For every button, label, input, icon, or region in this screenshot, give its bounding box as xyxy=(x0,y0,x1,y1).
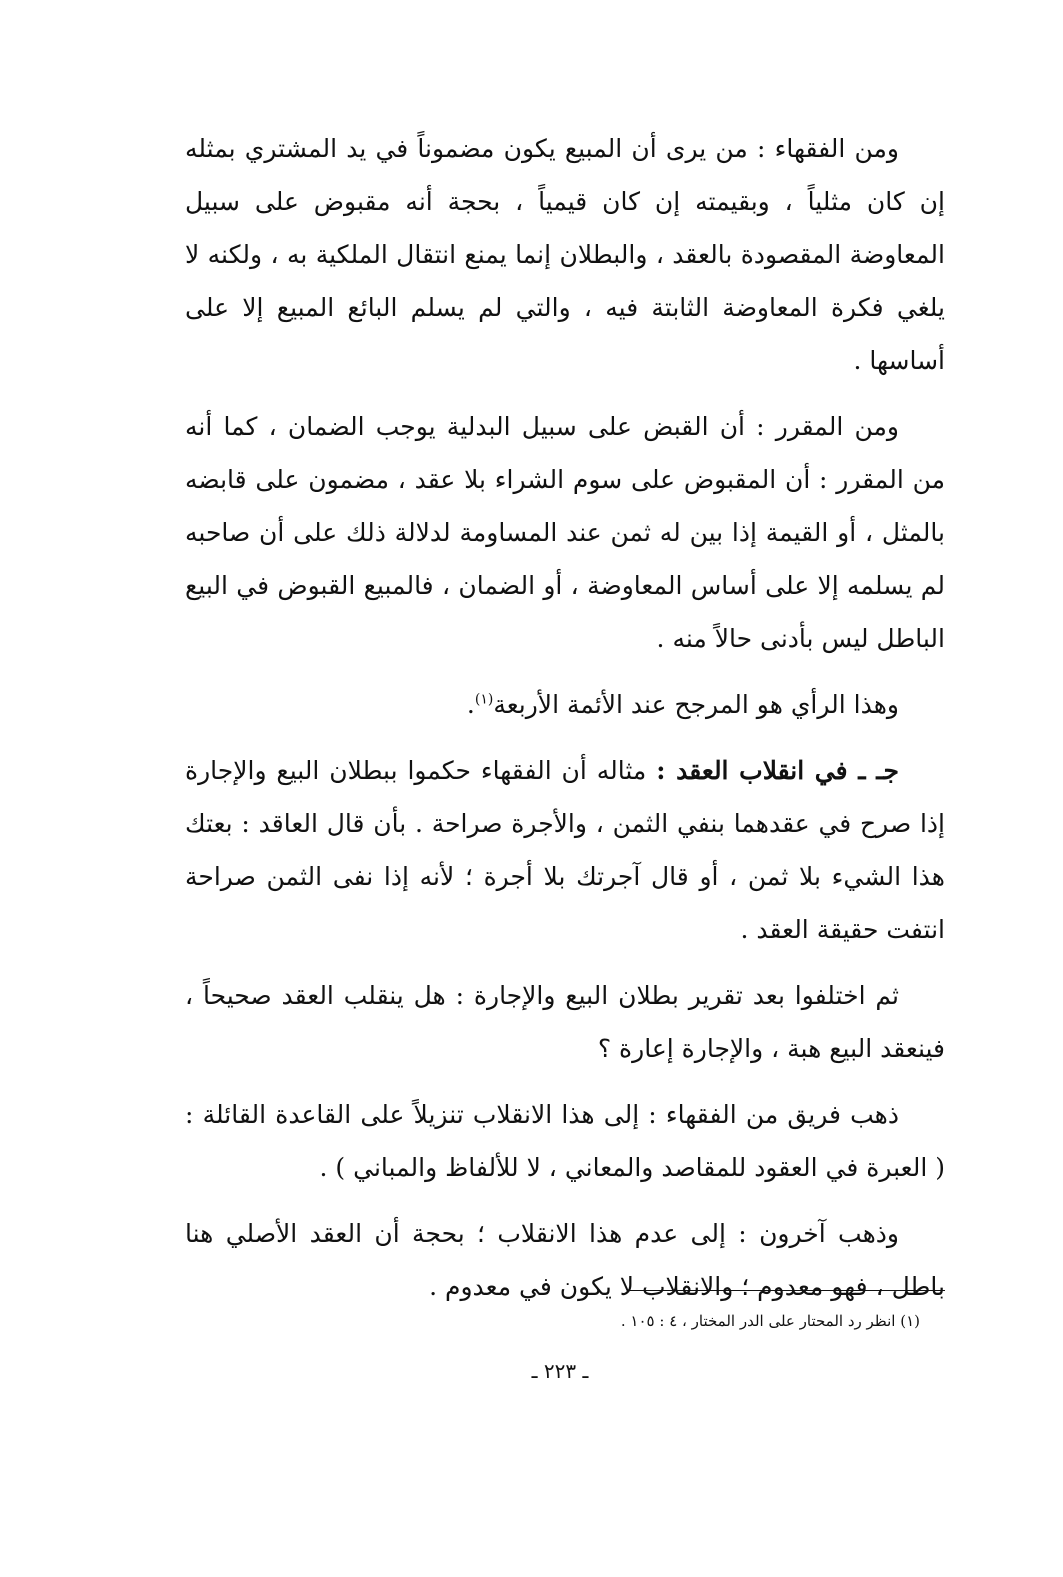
footnote-divider xyxy=(630,1290,945,1291)
paragraph-2: ومن المقرر : أن القبض على سبيل البدلية يوجب الضمان ، كما أنه من المقرر : أن المقبوض على سوم الشراء بلا عقد ، مضمون على قابضه بالمثل ، أو القيمة إذا بين له ثمن عند المساومة لدلالة ذلك على أن صاحبه لم يسلمه إلا على أساس المعاوضة ، أو الضمان ، فالمبيع القبوض في البيع الباطل ليس بأدنى حالاً منه . xyxy=(185,412,945,653)
footnote-reference: (١) xyxy=(474,691,494,708)
paragraph-3-end: . xyxy=(466,690,475,719)
paragraph-3 xyxy=(185,678,945,731)
paragraph-1: ومن الفقهاء : من يرى أن المبيع يكون مضموناً في يد المشتري بمثله إن كان مثلياً ، وبقيمته إن كان قيمياً ، بحجة أنه مقبوض على سبيل المعاوضة المقصودة بالعقد ، والبطلان إنما يمنع انتقال الملكية به ، ولكنه لا يلغي فكرة المعاوضة الثابتة فيه ، والتي لم يسلم البائع المبيع إلا على أساسها . xyxy=(185,134,945,375)
page-number: ـ ٢٢٣ ـ xyxy=(531,1359,589,1383)
paragraph-4-text: مثاله أن الفقهاء حكموا ببطلان البيع والإجارة إذا صرح في عقدهما بنفي الثمن ، والأجرة صراحة . بأن قال العاقد : بعتك هذا الشيء بلا ثمن ، أو قال آجرتك بلا أجرة ؛ لأنه إذا نفى الثمن صراحة انتفت حقيقة العقد . xyxy=(185,756,945,944)
main-text xyxy=(185,122,945,1326)
paragraph-6: ذهب فريق من الفقهاء : إلى هذا الانقلاب تنزيلاً على القاعدة القائلة : ( العبرة في العقود للمقاصد والمعاني ، لا للألفاظ والمباني ) . xyxy=(185,1100,945,1182)
paragraph-7: وذهب آخرون : إلى عدم هذا الانقلاب ؛ بحجة أن العقد الأصلي هنا باطل ، فهو معدوم ؛ والانقلاب لا يكون في معدوم . xyxy=(185,1219,945,1301)
paragraph-4 xyxy=(185,744,945,956)
paragraph-5: ثم اختلفوا بعد تقرير بطلان البيع والإجارة : هل ينقلب العقد صحيحاً ، فينعقد البيع هبة ، والإجارة إعارة ؟ xyxy=(185,981,945,1063)
footnote: (١) انظر رد المحتار على الدر المختار ، ٤ : ١٠٥ . xyxy=(620,1312,920,1330)
paragraph-3-text: وهذا الرأي هو المرجح عند الأئمة الأربعة xyxy=(493,690,899,719)
section-heading: جـ ـ في انقلاب العقد : xyxy=(656,756,899,785)
